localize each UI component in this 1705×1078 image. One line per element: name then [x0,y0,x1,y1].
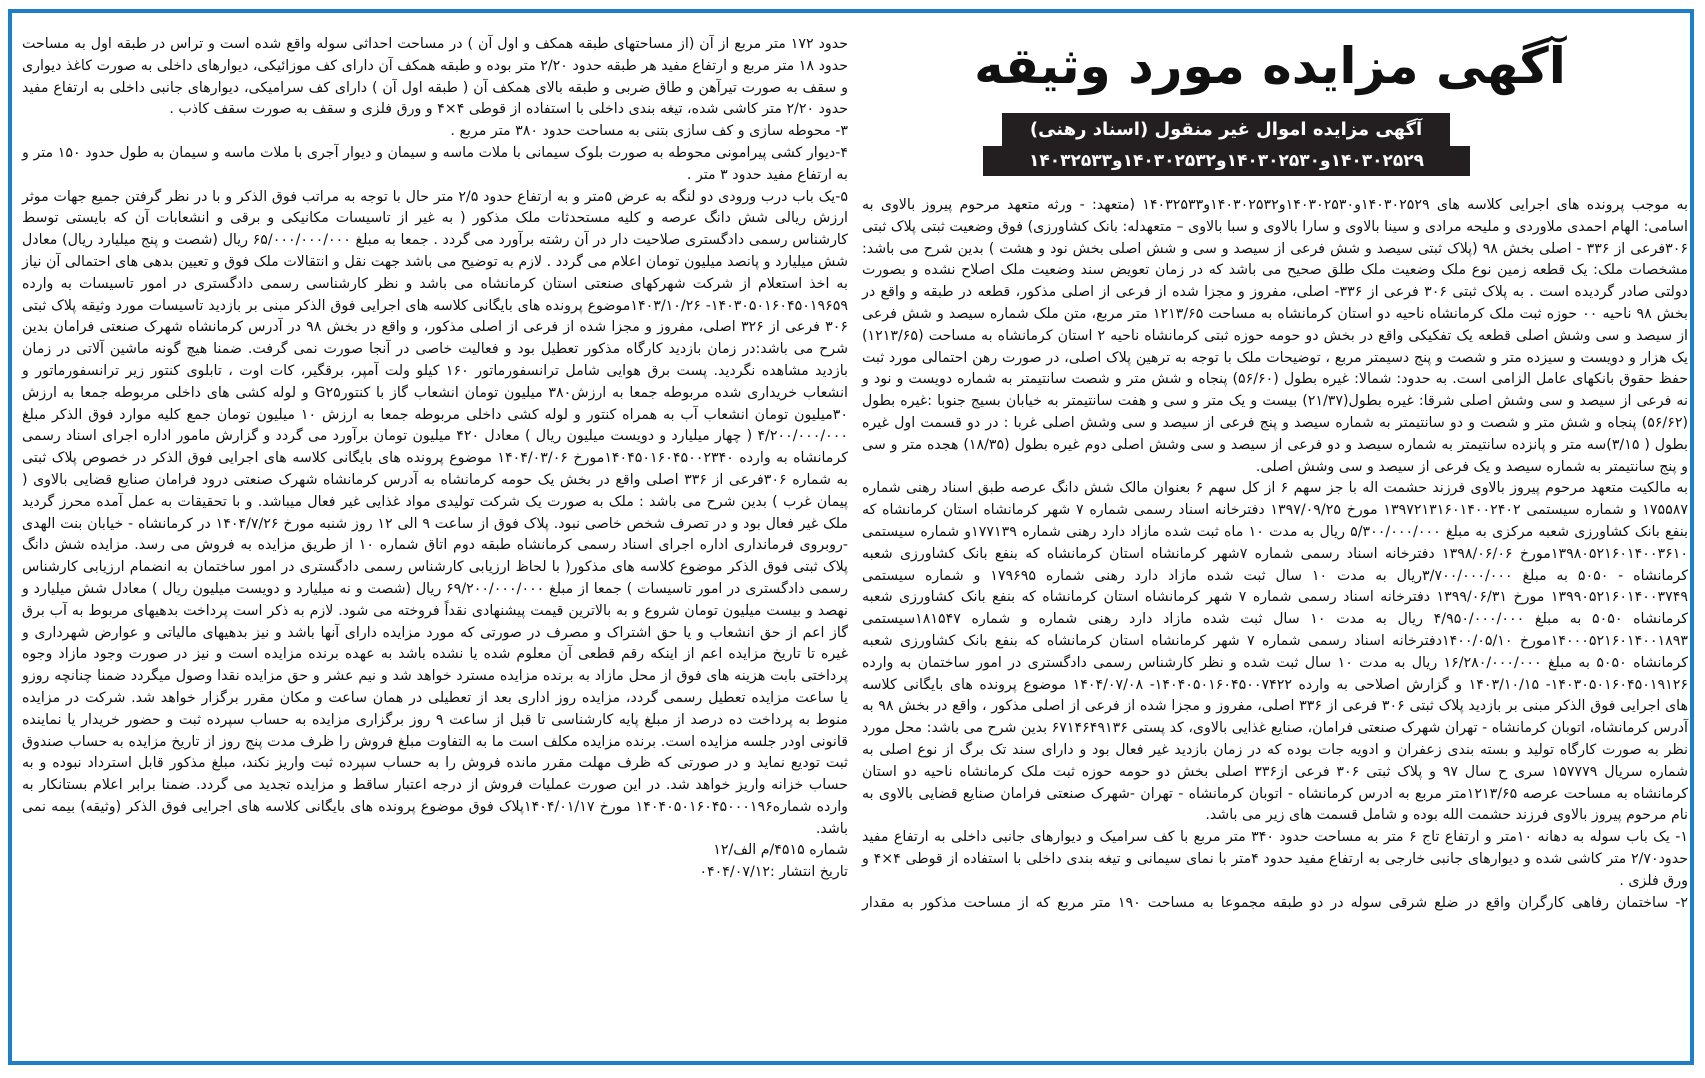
notice-title: آگهی مزایده مورد وثیقه [974,37,1566,95]
paragraph-item-1: ۱- یک باب سوله به دهانه ۱۰متر و ارتفاع تاج ۶ متر به مساحت حدود ۳۴۰ متر مربع با کف سرامیک و دیوارهای جانبی داخلی به ارتفاع مفید حدود۲/۷۰ متر کاشی شده و دیوارهای جانبی خارجی به ارتفاع مفید حدود ۴متر با نمای سیمانی و تیغه بندی داخلی با استفاده از قوطی ۴×۴ و ورق فلزی . [862,829,1688,889]
paragraph-item-2: ۲- ساختمان رفاهی کارگران واقع در ضلع شرقی سوله در دو طبقه مجموعا به مساحت ۱۹۰ متر مربع که از مساحت مذکور به مقدار [862,894,1688,911]
left-column [22,34,848,884]
paragraph-item-5-auction-terms: ۵-یک باب درب ورودی دو لنگه به عرض ۵متر و به ارتفاع حدود ۲/۵ متر حال با توجه به مراتب فوق الذکر و با در نظر گرفتن جمیع جهات موثر ارزش ریالی شش دانگ عرصه و کلیه مستحدثات ملک مذکور ( به غیر از تاسیسات مکانیکی و برقی و انشعابات آن که بایستی توسط کارشناس رسمی دادگستری صلاحیت دار در آن رشته برآورد می گردد . جمعا به مبلغ ۶۵/۰۰۰/۰۰۰/۰۰۰ ریال (شصت و پنج میلیارد ریال) معادل شش میلیارد و پانصد میلیون تومان اعلام می گردد . لازم به توضیح می باشد جهت نقل و انتقالات ملک فوق و تعیین بدهی های احتمالی آن نیاز به اخذ استعلام از شرکت شهرکهای صنعتی استان کرمانشاه می باشد و نظر کارشناسی رسمی دادگستری در امور تاسیسات به وارده ۱۴۰۳۰۵۰۱۶۰۴۵۰۱۹۶۵۹- ۱۴۰۳/۱۰/۲۶موضوع پرونده های بایگانی کلاسه های اجرایی فوق الذکر مبنی بر بازدید تاسیسات مورد وثیقه پلاک ثبتی ۳۰۶ فرعی از ۳۲۶ اصلی، مفروز و مجزا شده از فرعی از اصلی مذکور، و واقع در بخش ۹۸ در آدرس کرمانشاه شهرک صنعتی فرامان بدین شرح می باشد:در زمان بازدید کارگاه مذکور تعطیل بود و فعالیت خاصی در آنجا صورت نمی گرفت. ضمنا هیچ گونه ماشین آلاتی در زمان بازدید مشاهده نگردید. پست برق هوایی شامل ترانسفورماتور ۱۶۰ کیلو ولت آمپر، برقگیر، کات اوت ، تابلوی کنتور زیر ترانسفورماتور و انشعاب خریداری شده مربوطه جمعا به ارزش۳۸۰ میلیون تومان انشعاب گاز با کنتورG۲۵ و لوله کشی های داخلی مربوطه جمعا به ارزش ۳۰میلیون تومان انشعاب آب به همراه کنتور و لوله کشی داخلی مربوطه جمعا به ارزش ۱۰ میلیون تومان جمع کلیه موارد فوق الذکر مبلغ ۴/۲۰۰/۰۰۰/۰۰۰ ( چهار میلیارد و دویست میلیون ریال ) معادل ۴۲۰ میلیون تومان برآورد می گردد و گزارش مامور اداره اجرای اسناد رسمی کرمانشاه به وارده ۱۴۰۴۵۰۱۶۰۴۵۰۰۲۳۴۰مورخ ۱۴۰۴/۰۳/۰۶ موضوع پرونده های بایگانی کلاسه های اجرایی فوق الذکر در خصوص پلاک ثبتی به شماره ۳۰۶فرعی از ۳۳۶ اصلی واقع در بخش یک حومه کرمانشاه به آدرس کرمانشاه شهرک صنعتی درود فرامان صنایع قضایی بالاوی ( پیمان غرب ) بدین شرح می باشد : ملک به صورت یک شرکت تولیدی مواد غذایی غیر فعال میباشد. و با تحقیقات به عمل آمده محرز گردید ملک غیر فعال بود و در تصرف شخص خاصی نبود. پلاک فوق از ساعت ۹ الی ۱۲ روز شنبه مورخ ۱۴۰۴/۷/۲۶ در کرمانشاه - خیابان بنت الهدی -روبروی فرمانداری اداره اجرای اسناد رسمی کرمانشاه طبقه دوم اتاق شماره ۱۰ از طریق مزایده به فروش می رسد. مزایده شش دانگ پلاک ثبتی فوق الذکر موضوع کلاسه های مذکور( با لحاظ ارزیابی کارشناس رسمی دادگستری در امور ساختمان به انضمام ارزیابی کارشناس رسمی دادگستری در امور تاسیسات ) جمعا از مبلغ ۶۹/۲۰۰/۰۰۰/۰۰۰ ریال (شصت و نه میلیارد و دویست میلیون ریال ) معادل شش میلیارد و نهصد و بیست میلیون تومان شروع و به بالاترین قیمت پیشنهادی نقداً فروخته می شود. لازم به ذکر است پرداخت بدهیهای مربوط به آب برق گاز اعم از حق انشعاب و یا حق اشتراک و مصرف در صورتی که مورد مزایده دارای آنها باشد و نیز بدهیهای مالیاتی و عوارض شهرداری و غیره تا تاریخ مزایده اعم از اینکه رقم قطعی آن معلوم شده یا نشده باشد به عهده برنده مزایده است و نیز در صورت وجود مازاد وجوه پرداختی بابت هزینه های فوق از محل مازاد به برنده مزایده مسترد خواهد شد و نیم عشر و حق مزایده نقدا وصول میگردد ضمنا چنانچه روزو یا ساعت مزایده تعطیل رسمی گردد، مزایده روز اداری بعد از تعطیلی در همان ساعت و مکان مقرر برگزار خواهد شد. شرکت در مزایده منوط به پرداخت ده درصد از مبلغ پایه کارشناسی تا قبل از ساعت ۹ روز برگزاری مزایده به حساب سپرده ثبت و حضور خریدار یا نماینده قانونی اودر جلسه مزایده است. برنده مزایده مکلف است ما به التفاوت مبلغ فروش را ظرف مدت پنج روز از تاریخ مزایده به حساب صندوق ثبت تودیع نماید و در صورتی که ظرف مهلت مقرر مانده فروش را به حساب سپرده ثبت واریز نکند، مبلغ مذکور قابل استرداد نبوده و به حساب خزانه واریز خواهد شد. در این صورت عملیات فروش از درجه اعتبار ساقط و مزایده تجدید می گردد. ضمنا برابر اعلام بستانکار به وارده شماره۱۴۰۴۰۵۰۱۶۰۴۵۰۰۰۱۹۶ مورخ ۱۴۰۴/۰۱/۱۷پلاک فوق موضوع پرونده های بایگانی کلاسه های اجرایی فوق الذکر (وثیقه) بیمه نمی باشد. [22,188,849,837]
paragraph-item-3: ۳- محوطه سازی و کف سازی بتنی به مساحت حدود ۳۸۰ متر مربع . [450,123,848,140]
paragraph-case-details: به موجب پرونده های اجرایی کلاسه های ۱۴۰۳۰۲۵۲۹و۱۴۰۳۰۲۵۳۰و۱۴۰۳۰۲۵۳۲و۱۴۰۳۲۵۳۳ (متعهد: - ورثه متعهد مرحوم پیروز بالاوی به اسامی: الهام احمدی ملاوردی و ملیحه مرادی و سینا بالاوی و سارا بالاوی و سبا بالاوی – متعهدله: بانک کشاورزی) فوق وضعیت ثبتی پلاک ثبتی ۳۰۶فرعی از ۳۳۶ - اصلی بخش ۹۸ (پلاک ثبتی سیصد و شش فرعی از سیصد و سی و شش اصلی بخش نود و هشت ) بدین شرح می باشد: مشخصات ملک: یک قطعه زمین نوع ملک وضعیت ملک طلق صحیح می باشد که در زمان تعویض سند وضعیت ملک اصلاح نشده و بصورت دولتی صادر گردیده است . به پلاک ثبتی ۳۰۶ فرعی از ۳۳۶- اصلی، مفروز و مجزا شده از فرعی از اصلی مذکور، قطعه در طبقه و واقع در بخش ۹۸ ناحیه ۰۰ حوزه ثبت ملک کرمانشاه ناحیه دو استان کرمانشاه به مساحت ۱۲۱۳/۶۵ متر مربع، متن ملک شماره سیصد و شش فرعی از سیصد و سی وشش اصلی قطعه یک تفکیکی واقع در بخش دو حومه حوزه ثبتی کرمانشاه ناحیه ۲ استان کرمانشاه به مساحت (۱۲۱۳/۶۵) یک هزار و دویست و سیزده متر و شصت و پنج دسیمتر مربع ، توضیحات ملک با توجه به ترهین پلاک اصلی، در صورت رهن احتمالی مورد ثبت حفظ حقوق بانکهای عامل الزامی است. به حدود: شمالا: غیره بطول (۵۶/۶۰) پنجاه و شش متر و شصت سانتیمتر به شماره دویست و نود و نه فرعی از سیصد و سی وشش اصلی شرقا: غیره بطول(۲۱/۳۷) بیست و یک متر و سی و هفت سانتیمتر به خیابان بسیج جنوبا :غیره بطول (۵۶/۶۲) پنجاه و شش متر و شصت و دو سانتیمتر به شماره سیصد و پنج فرعی از سیصد و سی وشش اصلی غربا : در دو قسمت اول غیره بطول ( ۳/۱۵)سه متر و پانزده سانتیمتر به شماره سیصد و دو فرعی از سیصد و سی وشش اصلی دوم غیره بطول (۱۸/۳۵) هجده متر و سی و پنج سانتیمتر به شماره سیصد و یک فرعی از سیصد و سی وشش اصلی. [862,197,1689,475]
paragraph-item-2-continued: حدود ۱۷۲ متر مربع از آن (از مساحتهای طبقه همکف و اول آن ) در مساحت احداثی سوله واقع شده است و تراس در طبقه اول به مساحت حدود ۱۸ متر مربع و ارتفاع مفید هر طبقه حدود ۲/۲۰ متر بوده و طبقه همکف آن دارای کف موزائیکی، دیوارهای داخلی به صورت کاغذ دیواری و سقف به صورت تیرآهن و طاق ضربی و طبقه بالای همکف آن ( طبقه اول آن ) دارای کف سرامیکی، دیوارهای جانبی داخلی به ارتفاع مفید حدود ۲/۲۰ متر کاشی شده، تیغه بندی داخلی با استفاده از قوطی ۴×۴ و ورق فلزی و سقف به صورت سقف کاذب . [22,36,849,118]
paragraph-item-4: ۴-دیوار کشی پیرامونی محوطه به صورت بلوک سیمانی با ملات ماسه و سیمان و دیوار آجری با ملات ماسه و سیمان به طول حدود ۱۵۰ متر و به ارتفاع مفید حدود ۳ متر . [22,144,848,183]
notice-number: شماره ۴۵۱۵/م الف/۱۲ [713,842,848,859]
right-column [862,195,1688,914]
paragraph-ownership-mortgages: به مالکیت متعهد مرحوم پیروز بالاوی فرزند حشمت اله با جز سهم ۶ از کل سهم ۶ بعنوان مالک شش دانگ عرصه طبق اسناد رهنی شماره ۱۷۵۵۸۷ و شماره سیستمی ۱۳۹۷۲۱۳۱۶۰۱۴۰۰۲۴۰۲ مورخ ۱۳۹۷/۰۹/۲۵ دفترخانه اسناد رسمی شماره ۷ شهر کرمانشاه استان کرمانشاه که بنفع بانک کشاورزی شعبه مرکزی به مبلغ ۵/۳۰۰/۰۰۰/۰۰۰ ریال به مدت ۱۰ ماه ثبت شده مازاد دارد رهنی شماره ۱۷۷۱۳۹و شماره سیستمی ۱۳۹۸۰۵۲۱۶۰۱۴۰۰۳۶۱۰مورخ ۱۳۹۸/۰۶/۰۶ دفترخانه اسناد رسمی شماره ۷شهر کرمانشاه استان کرمانشاه که بنفع بانک کشاورزی شعبه کرمانشاه - ۵۰۵۰ به مبلغ ۳/۷۰۰/۰۰۰/۰۰۰ریال به مدت ۱۰ سال ثبت شده مازاد دارد رهنی شماره ۱۷۹۶۹۵ و شماره سیستمی ۱۳۹۹۰۵۲۱۶۰۱۴۰۰۳۷۴۹ مورخ ۱۳۹۹/۰۶/۳۱ دفترخانه اسناد رسمی شماره ۷ شهر کرمانشاه استان کرمانشاه که بنفع بانک کشاورزی شعبه کرمانشاه ۵۰۵۰ به مبلغ ۴/۹۵۰/۰۰۰/۰۰۰ ریال به مدت ۱۰ سال ثبت شده مازاد دارد رهنی شماره و شماره ۱۸۱۵۴۷سیستمی ۱۴۰۰۰۵۲۱۶۰۱۴۰۰۱۸۹۳مورخ ۱۴۰۰/۰۵/۱۰دفترخانه اسناد رسمی شماره ۷ شهر کرمانشاه استان کرمانشاه که بنفع بانک کشاورزی شعبه کرمانشاه ۵۰۵۰ به مبلغ ۱۶/۲۸۰/۰۰۰/۰۰۰ ریال به مدت ۱۰ سال ثبت شده و نظر کارشناس رسمی دادگستری در امور ساختمان به وارده ۱۴۰۳۰۵۰۱۶۰۴۵۰۱۹۱۲۶- ۱۴۰۳/۱۰/۱۵ و گزارش اصلاحی به وارده ۱۴۰۴۰۵۰۱۶۰۴۵۰۰۷۴۲۲- ۱۴۰۴/۰۷/۰۸ موضوع پرونده های بایگانی کلاسه های اجرایی فوق الذکر مبنی بر بازدید پلاک ثبتی ۳۰۶ فرعی از ۳۳۶ اصلی، مفروز و مجزا شده از فرعی از اصلی مذکور ، واقع در بخش ۹۸ به آدرس کرمانشاه، اتوبان کرمانشاه - تهران شهرک صنعتی فرامان، صنایع غذایی بالاوی، کد پستی ۶۷۱۴۶۴۹۱۳۶ بدین شرح می باشد: محل مورد نظر به صورت کارگاه تولید و بسته بندی زعفران و ادویه جات بوده که در زمان بازدید غیر فعال بود و دارای سند تک برگ از نوع اصلی به شماره سریال ۱۵۷۷۷۹ سری ح سال ۹۷ و پلاک ثبتی ۳۰۶ فرعی از۳۳۶ اصلی بخش دو حومه حوزه ثبت ملک کرمانشاه ناحیه دو استان کرمانشاه به مساحت عرصه ۱۲۱۳/۶۵متر مربع به ادرس کرمانشاه - اتوبان کرمانشاه - تهران -شهرک صنعتی فرامان صنایع قضایی بالاوی به نام مرحوم پیروز بالاوی فرزند حشمت الله بوده و شامل قسمت های زیر می باشد. [862,480,1689,824]
file-numbers-banner: ۱۴۰۳۰۲۵۲۹و۱۴۰۳۰۲۵۳۰و۱۴۰۳۰۲۵۳۲و۱۴۰۳۲۵۳۳ [983,146,1470,176]
publish-date: تاریخ انتشار :۰۴۰۴/۰۷/۱۲ [699,864,848,881]
notice-subtitle-banner: آگهی مزایده اموال غیر منقول (اسناد رهنی) [1002,113,1450,146]
